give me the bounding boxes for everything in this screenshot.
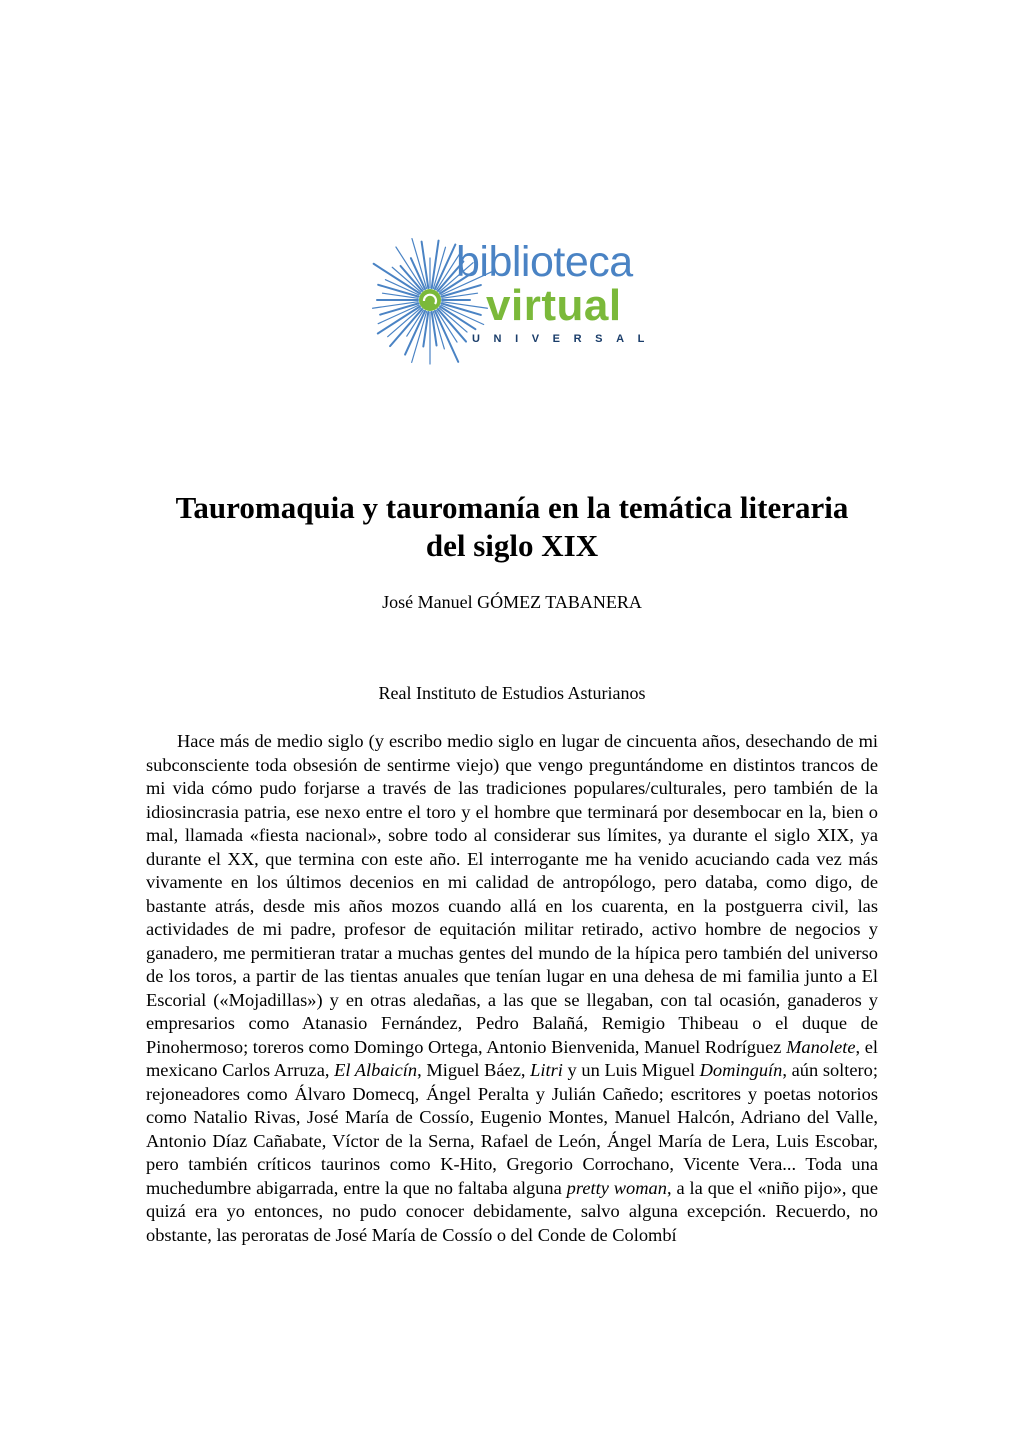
biblioteca-virtual-logo	[352, 236, 677, 368]
italic-run: Manolete	[786, 1036, 856, 1057]
text-run: , el mexicano Carlos Arruza,	[146, 1036, 878, 1080]
text-run: y un Luis Miguel	[562, 1060, 700, 1080]
author-name: José Manuel GÓMEZ TABANERA	[382, 592, 642, 612]
italic-run: El Albaicín	[334, 1060, 418, 1080]
text-run: , aún soltero; rejoneadores como Álvaro Domecq, Ángel Peralta y Julián Cañedo; escritores y poetas notorios como Natalio Rivas, José María de Cossío, Eugenio Montes, Manuel Halcón, Adriano del Valle, Antonio Díaz Cañabate, Víctor de la Serna, Rafael de León, Ángel María de Lera, Luis Escobar, pero también críticos taurinos como K-Hito, Gregorio Corrochano, Vicente Vera... Toda una muchedumbre abigarrada, entre la que no faltaba alguna	[146, 1060, 878, 1198]
logo-text-universal: UNIVERSAL	[472, 333, 658, 345]
burst-ray	[423, 312, 428, 347]
burst-ray	[442, 303, 481, 315]
title-line-2: del siglo XIX	[425, 528, 599, 563]
italic-run: Dominguín	[699, 1060, 783, 1080]
burst-ray	[396, 247, 424, 290]
burst-ray	[432, 312, 437, 346]
italic-run: Litri	[530, 1060, 563, 1080]
body-paragraph	[146, 730, 878, 1247]
italic-run: pretty woman	[566, 1177, 667, 1198]
burst-ray	[374, 264, 420, 294]
text-run: Hace más de medio siglo (y escribo medio siglo en lugar de cincuenta años, desechando de mi subconsciente toda obsesión de sentirme viejo) que vengo preguntándome en distintos trancos de mi vida cómo pudo forjarse a través de las tradiciones populares/culturales, pero también de la idiosincrasia patria, ese nexo entre el toro y el hombre que terminará por desembocar en la, bien o mal, llamada «fiesta nacional», sobre todo al considerar sus límites, ya durante el siglo XIX, ya durante el XX, que termina con este año. El interrogante me ha venido acuciando cada vez más vivamente en los últimos decenios en mi calidad de antropólogo, pero databa, como digo, de bastante atrás, desde mis años mozos cuando allá en los cuarenta, en la postguerra civil, las actividades de mi padre, profesor de equitación militar retirado, activo hombre de negocios y ganadero, me permitieran tratar a muchas gentes del mundo de la hípica pero también del universo de los toros, a partir de las tientas anuales que tenían lugar en una dehesa de mi familia junto a El Escorial («Mojadillas») y en otras aledañas, a las que se llegaban, con tal ocasión, ganaderos y empresarios como Atanasio Fernández, Pedro Balañá, Remigio Thibeau o el duque de Pinohermoso; toreros como Domingo Ortega, Antonio Bienvenida, Manuel Rodríguez	[146, 731, 878, 1057]
title-line-1: Tauromaquia y tauromanía en la temática literaria	[175, 490, 849, 525]
text-run: , Miguel Báez,	[417, 1060, 531, 1080]
burst-center	[419, 289, 441, 311]
text-run: , a la que el «niño pijo», que quizá era yo entonces, no pudo conocer debidamente, salvo alguna excepción. Recuerdo, no obstante, las peroratas de José María de Cossío o del Conde de Colombí	[146, 1177, 878, 1245]
burst-ray	[380, 303, 418, 314]
page-title	[100, 489, 924, 565]
institution-name: Real Instituto de Estudios Asturianos	[378, 683, 646, 703]
logo-text-virtual: virtual	[486, 281, 622, 330]
burst-ray	[442, 285, 481, 297]
logo-text-biblioteca: biblioteca	[456, 238, 633, 286]
